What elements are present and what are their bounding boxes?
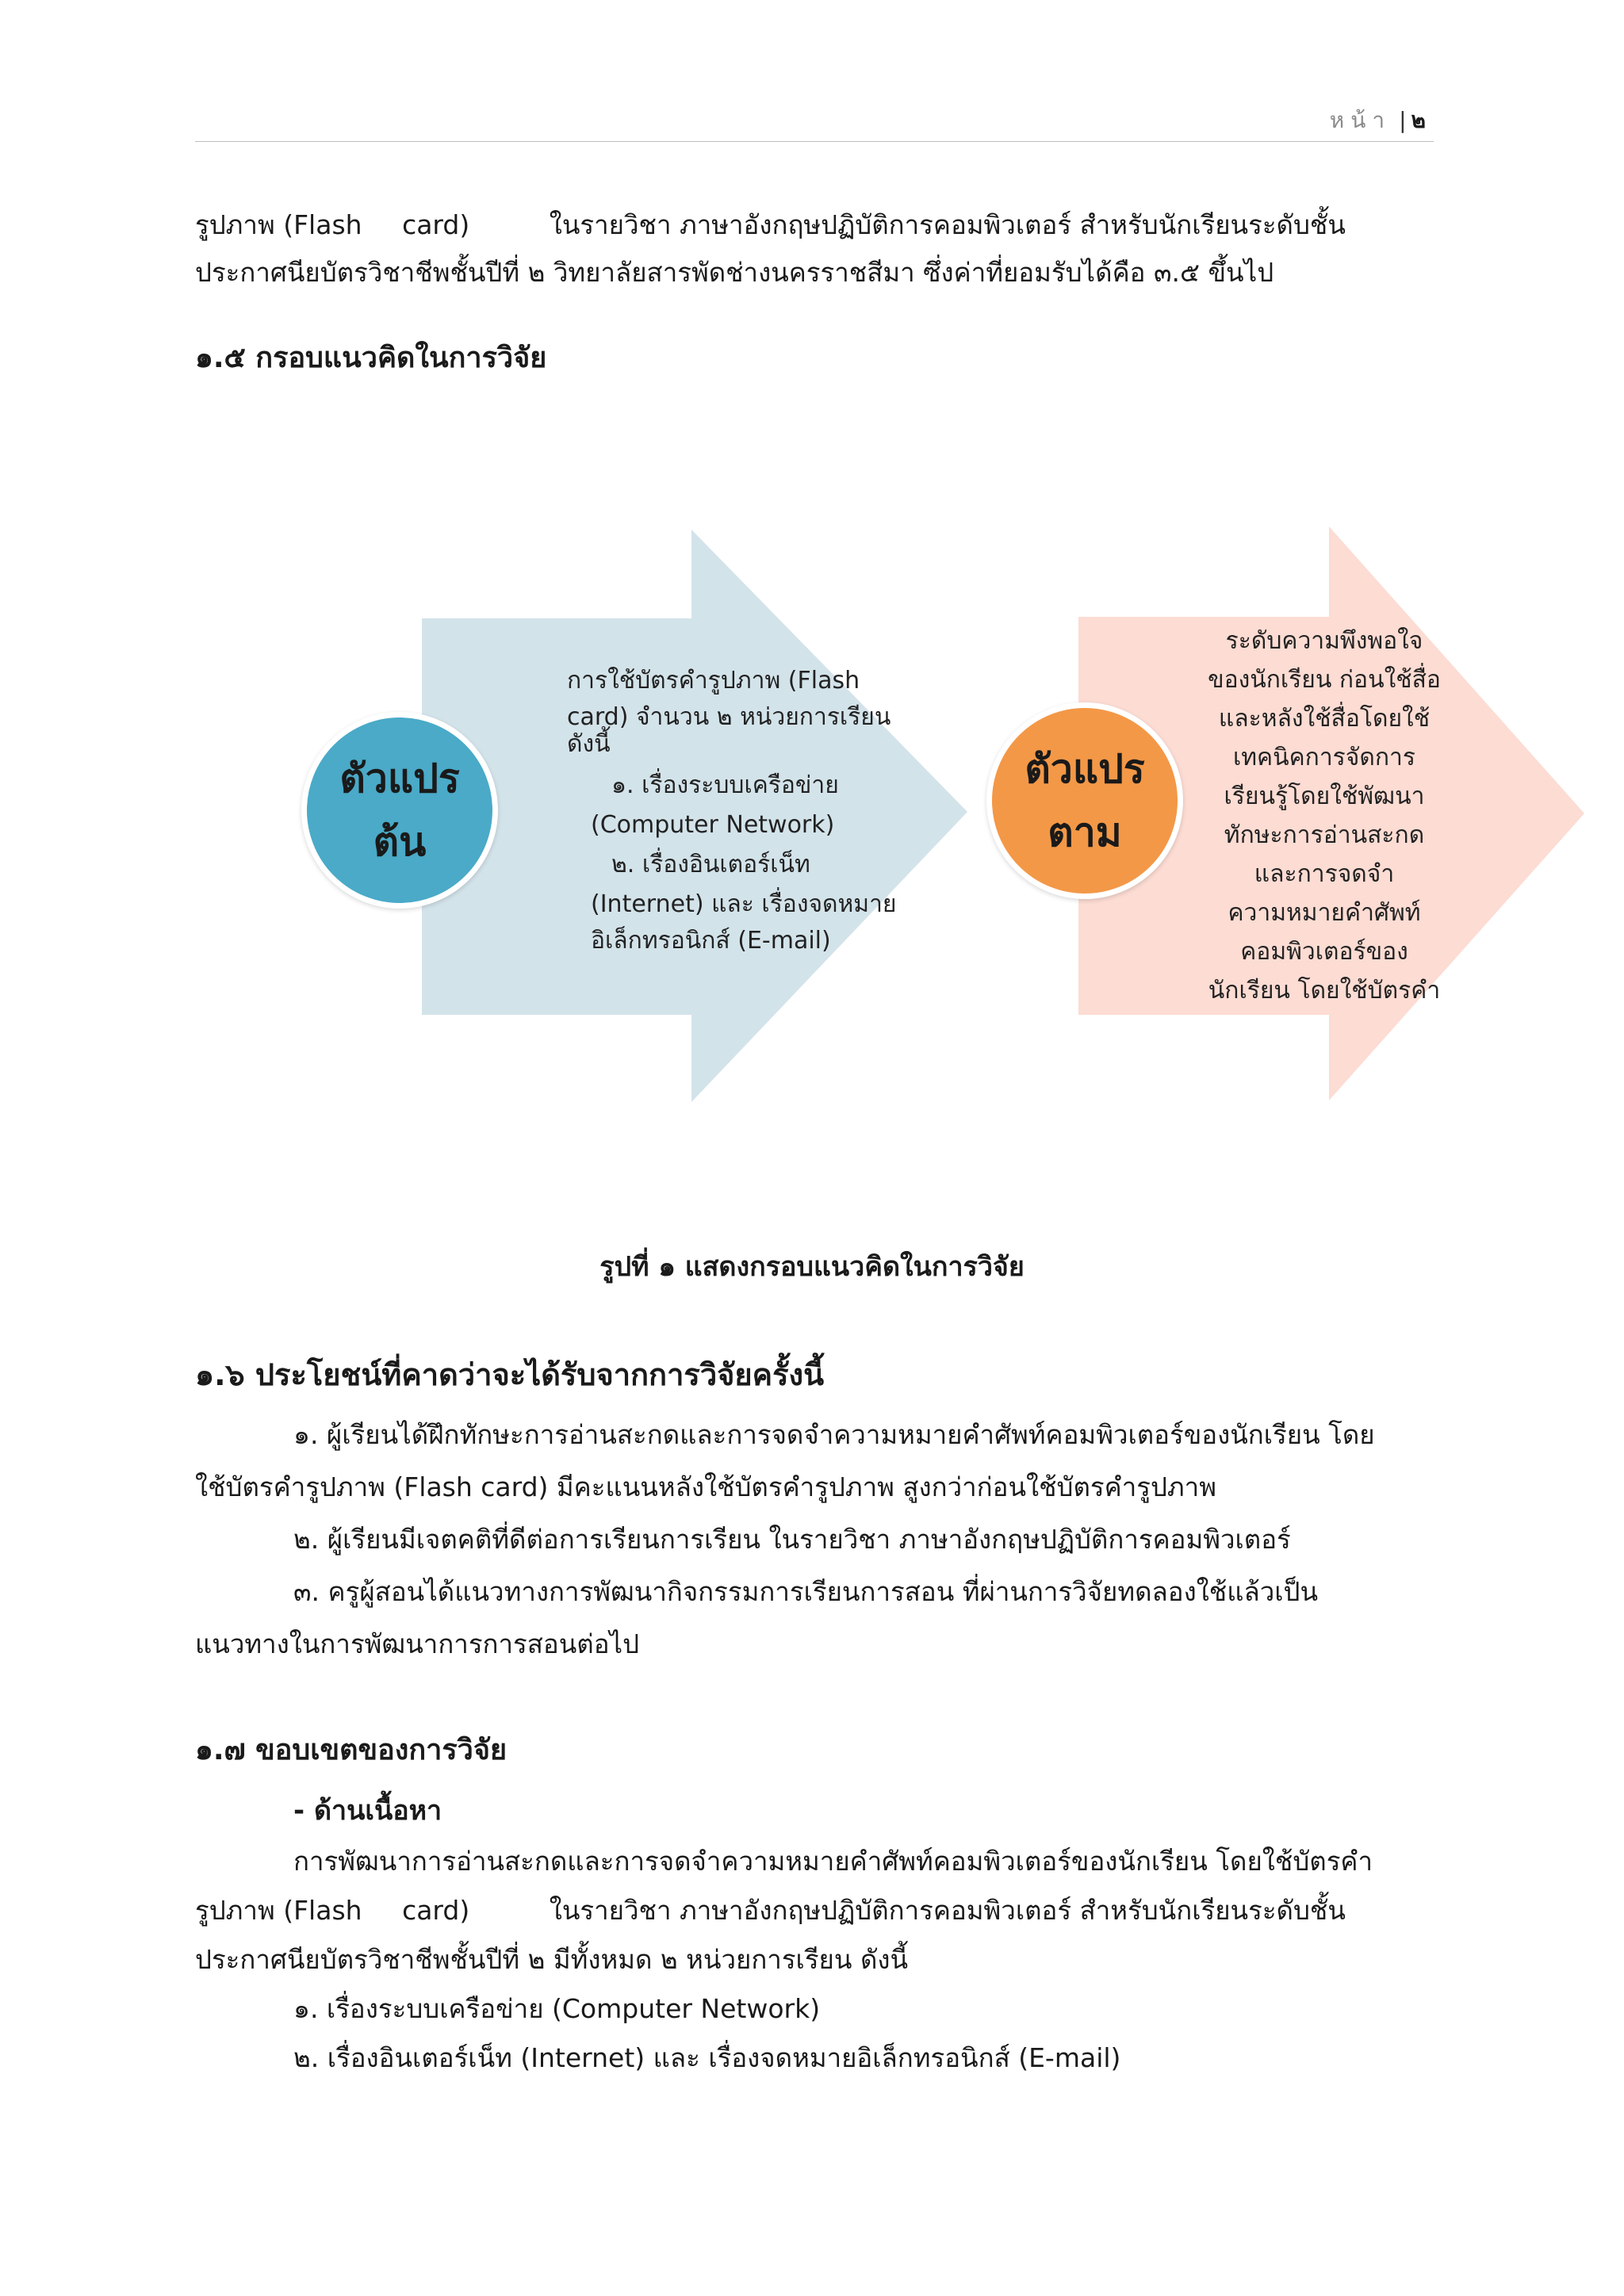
benefit-item-3-line-2: แนวทางในการพัฒนาการการสอนต่อไป <box>195 1628 640 1659</box>
scope-paragraph-line-3: ประกาศนียบัตรวิชาชีพชั้นปีที่ ๒ มีทั้งหมด ๒ หน่วยการเรียน ดังนี้ <box>195 1944 909 1975</box>
scope-text-a: รูปภาพ (Flash <box>195 1895 362 1926</box>
header-divider: | <box>1399 107 1407 133</box>
figure-caption: รูปที่ ๑ แสดงกรอบแนวคิดในการวิจัย <box>599 1251 1025 1283</box>
right-text-line: คอมพิวเตอร์ของ <box>1240 938 1408 966</box>
right-text-line: เทคนิคการจัดการ <box>1233 744 1415 771</box>
scope-content-subhead: - ด้านเนื้อหา <box>293 1795 442 1827</box>
independent-variable-description <box>567 663 940 959</box>
benefit-item-2: ๒. ผู้เรียนมีเจตคติที่ดีต่อการเรียนการเรียน ในรายวิชา ภาษาอังกฤษปฏิบัติการคอมพิวเตอร์ <box>293 1524 1291 1555</box>
page-header <box>1330 103 1426 138</box>
intro-text-c: ในรายวิชา ภาษาอังกฤษปฏิบัติการคอมพิวเตอร์ สำหรับนักเรียนระดับชั้น <box>549 209 1346 240</box>
right-text-line: ทักษะการอ่านสะกด <box>1224 821 1425 849</box>
left-text-line: ๑. เรื่องระบบเครือข่าย <box>611 771 839 799</box>
right-text-line: ระดับความพึงพอใจ <box>1225 627 1423 655</box>
header-rule <box>195 141 1434 142</box>
right-text-line: ของนักเรียน ก่อนใช้สื่อ <box>1208 666 1441 694</box>
scope-unit-2: ๒. เรื่องอินเตอร์เน็ท (Internet) และ เรื่องจดหมายอิเล็กทรอนิกส์ (E-mail) <box>293 2042 1121 2073</box>
dependent-variable-label-2: ตาม <box>1048 809 1122 855</box>
right-text-line: ความหมายคำศัพท์ <box>1228 899 1421 927</box>
intro-text-a: รูปภาพ (Flash <box>195 209 362 240</box>
right-text-line: เรียนรู้โดยใช้พัฒนา <box>1224 783 1425 810</box>
left-text-line: อิเล็กทรอนิกส์ (E-mail) <box>591 927 831 955</box>
left-text-line: ดังนี้ <box>567 730 611 758</box>
dependent-variable-description <box>1189 622 1459 1010</box>
dependent-variable-label-1: ตัวแปร <box>1025 746 1145 792</box>
benefit-item-1-line-1: ๑. ผู้เรียนได้ฝึกทักษะการอ่านสะกดและการจดจำความหมายคำศัพท์คอมพิวเตอร์ของนักเรียน โดย <box>293 1419 1375 1450</box>
page-label: หน้า <box>1329 107 1392 133</box>
intro-text-b: card) <box>402 209 470 240</box>
left-text-line: (Computer Network) <box>591 811 835 839</box>
scope-paragraph-line-2 <box>195 1892 1432 1930</box>
independent-variable-label-2: ต้น <box>373 819 427 865</box>
independent-variable-label-1: ตัวแปร <box>339 756 460 802</box>
section-1-5-title: ๑.๕ กรอบแนวคิดในการวิจัย <box>195 342 547 374</box>
left-text-line: card) จำนวน ๒ หน่วยการเรียน <box>567 703 891 731</box>
intro-line-1 <box>195 206 1432 244</box>
scope-unit-1: ๑. เรื่องระบบเครือข่าย (Computer Network) <box>293 1993 821 2024</box>
scope-paragraph-line-1: การพัฒนาการอ่านสะกดและการจดจำความหมายคำศัพท์คอมพิวเตอร์ของนักเรียน โดยใช้บัตรคำ <box>293 1846 1373 1877</box>
left-text-line: (Internet) และ เรื่องจดหมาย <box>591 890 897 918</box>
benefit-item-1-line-2: ใช้บัตรคำรูปภาพ (Flash card) มีคะแนนหลังใช้บัตรคำรูปภาพ สูงกว่าก่อนใช้บัตรคำรูปภาพ <box>195 1471 1216 1502</box>
benefit-item-3-line-1: ๓. ครูผู้สอนได้แนวทางการพัฒนากิจกรรมการเรียนการสอน ที่ผ่านการวิจัยทดลองใช้แล้วเป็น <box>293 1576 1319 1607</box>
scope-text-b: card) <box>402 1895 470 1926</box>
intro-line-2: ประกาศนียบัตรวิชาชีพชั้นปีที่ ๒ วิทยาลัยสารพัดช่างนครราชสีมา ซึ่งค่าที่ยอมรับได้คือ ๓.๕ ขึ้นไป <box>195 257 1274 288</box>
conceptual-framework-diagram <box>301 523 1602 1110</box>
section-1-7-title: ๑.๗ ขอบเขตของการวิจัย <box>195 1734 508 1766</box>
scope-text-c: ในรายวิชา ภาษาอังกฤษปฏิบัติการคอมพิวเตอร์ สำหรับนักเรียนระดับชั้น <box>549 1895 1346 1926</box>
right-text-line: นักเรียน โดยใช้บัตรคำ <box>1208 977 1441 1004</box>
right-text-line: และการจดจำ <box>1254 860 1395 888</box>
dependent-variable-circle <box>986 702 1183 899</box>
independent-variable-circle <box>301 712 498 909</box>
page-number: ๒ <box>1411 107 1426 133</box>
left-text-line: ๒. เรื่องอินเตอร์เน็ท <box>611 851 810 878</box>
left-text-line: การใช้บัตรคำรูปภาพ (Flash <box>567 667 860 695</box>
section-1-6-title: ๑.๖ ประโยชน์ที่คาดว่าจะได้รับจากการวิจัยครั้งนี้ <box>195 1357 825 1392</box>
right-text-line: และหลังใช้สื่อโดยใช้ <box>1218 705 1431 733</box>
